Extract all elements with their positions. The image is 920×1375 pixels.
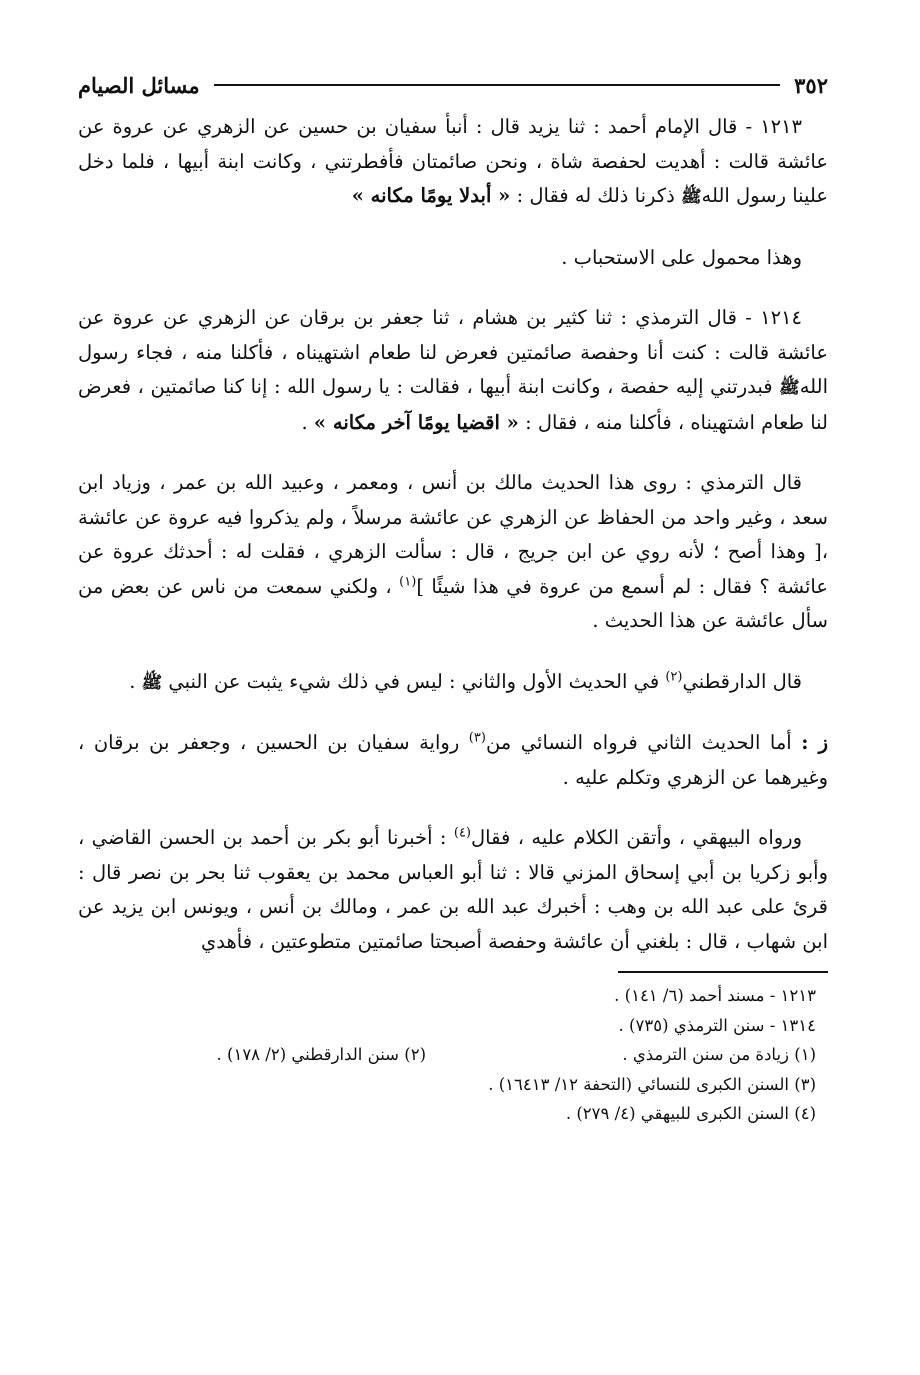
footnote-1: (١) زيادة من سنن الترمذي . — [622, 1045, 816, 1064]
hadith-1213-after: ذكرنا ذلك له فقال : — [516, 184, 675, 207]
z-note-part2: رواية سفيان بن الحسين ، وجعفر بن برقان ، وغيرهما عن الزهري وتكلم عليه . — [78, 731, 828, 789]
z-note-part1: أما الحديث الثاني فرواه النسائي من — [485, 731, 792, 754]
header-rule — [214, 84, 781, 86]
note-istihbab: وهذا محمول على الاستحباب . — [561, 245, 802, 269]
pbuh-glyph: ﷺ — [680, 187, 702, 207]
page-number: ٣٥٢ — [794, 72, 828, 98]
tirmidhi-comment-part1: قال الترمذي : روى هذا الحديث مالك بن أنس ، ومعمر ، وعبيد الله بن عمر ، وزياد ابن سعد ، وغير واحد من الحفاظ عن الزهري عن عائشة مرسلاً ، ولم يذكروا فيه عروة عن عائشة ،[ وهذا أصح ؛ لأنه روي عن ابن جريج ، قال : سألت الزهري ، فقلت له : أحدثك عروة عن عائشة ؟ فقال : لم أسمع من عروة في هذا شيئًا ] — [78, 471, 828, 598]
footnote-ref-1: (١) — [399, 574, 417, 589]
daraqutni-part1: قال الدارقطني — [682, 669, 802, 693]
footnote-ref-2: (٢) — [665, 669, 683, 684]
bayhaqi-narration — [78, 821, 828, 959]
footnote-ref-3: (٣) — [468, 730, 486, 746]
pbuh-glyph: ﷺ — [779, 378, 800, 398]
footnote-1213: ١٢١٣ - مسند أحمد (٦/ ١٤١) . — [614, 986, 816, 1005]
bayhaqi-part2: : أخبرنا أبو بكر بن أحمد بن الحسن القاضي ، وأبو زكريا بن أبي إسحاق المزني قالا : ثنا أبو العباس محمد بن يعقوب ثنا بحر بن نصر قال : قرئ على عبد الله بن وهب : أخبرك عبد الله بن عمر ، ومالك بن أنس ، ويونس ابن يزيد عن ابن شهاب ، قال : بلغني أن عائشة وحفصة أصبحتا صائمتين متطوعتين ، فأهدي — [78, 826, 828, 953]
main-text — [78, 110, 828, 959]
bayhaqi-part1: ورواه البيهقي ، وأتقن الكلام عليه ، فقال — [471, 826, 802, 849]
daraqutni-comment — [78, 665, 828, 701]
footnote-3: (٣) السنن الكبرى للنسائي (التحفة ١٢/ ١٦٤١٣) . — [488, 1074, 816, 1094]
footnote-2: (٢) سنن الدارقطني (٢/ ١٧٨) . — [216, 1045, 426, 1064]
hadith-1214-quote: « اقضيا يومًا آخر مكانه » — [313, 410, 519, 434]
page-header — [78, 60, 828, 110]
hadith-1214-end: . — [301, 410, 308, 434]
hadith-1214-after: فبدرتني إليه حفصة ، وكانت ابنة أبيها ، فقالت : يا رسول الله : إنا كنا صائمتين ، فعرض لنا طعام اشتهيناه ، فأكلنا منه ، فقال : — [78, 375, 828, 434]
hadith-1214 — [78, 301, 828, 440]
tirmidhi-comment-part2: ، ولكني سمعت من ناس عن بعض من سأل عائشة عن هذا الحديث . — [78, 574, 828, 632]
footnotes — [78, 981, 828, 1129]
z-note — [78, 726, 828, 795]
hadith-1213 — [78, 110, 828, 215]
pbuh-glyph: ﷺ — [141, 672, 163, 693]
tirmidhi-comment — [78, 466, 828, 639]
hadith-1213-quote: « أبدلا يومًا مكانه » — [351, 184, 511, 207]
footnote-1214: ١٣١٤ - سنن الترمذي (٧٣٥) . — [618, 1015, 816, 1035]
daraqutni-part2: في الحديث الأول والثاني : ليس في ذلك شيء يثبت عن النبي — [168, 669, 660, 693]
z-note-letter: ز : — [801, 731, 829, 754]
footnote-ref-4: (٤) — [453, 825, 471, 841]
hadith-1214-intro: ١٢١٤ - قال الترمذي : ثنا كثير بن هشام ، ثنا جعفر بن برقان عن الزهري عن عروة عن عائشة قالت : كنت أنا وحفصة صائمتين فعرض لنا طعام اشتهيناه ، فأكلنا منه ، فجاء رسول الله — [78, 306, 828, 398]
daraqutni-end: . — [129, 669, 136, 693]
running-title: مسائل الصيام — [78, 72, 200, 98]
footnote-4: (٤) السنن الكبرى للبيهقي (٤/ ٢٧٩) . — [565, 1104, 816, 1123]
footnote-divider — [618, 971, 828, 973]
hadith-1213-intro: ١٢١٣ - قال الإمام أحمد : ثنا يزيد قال : أنبأ سفيان بن حسين عن الزهري عن عروة عن عائشة قالت : أهديت لحفصة شاة ، ونحن صائمتان فأفطرتني ، وكانت ابنة أبيها ، فلما دخل علينا رسول الله — [78, 115, 828, 207]
footnote-row-1-2 — [78, 1040, 816, 1070]
page — [78, 60, 828, 1129]
